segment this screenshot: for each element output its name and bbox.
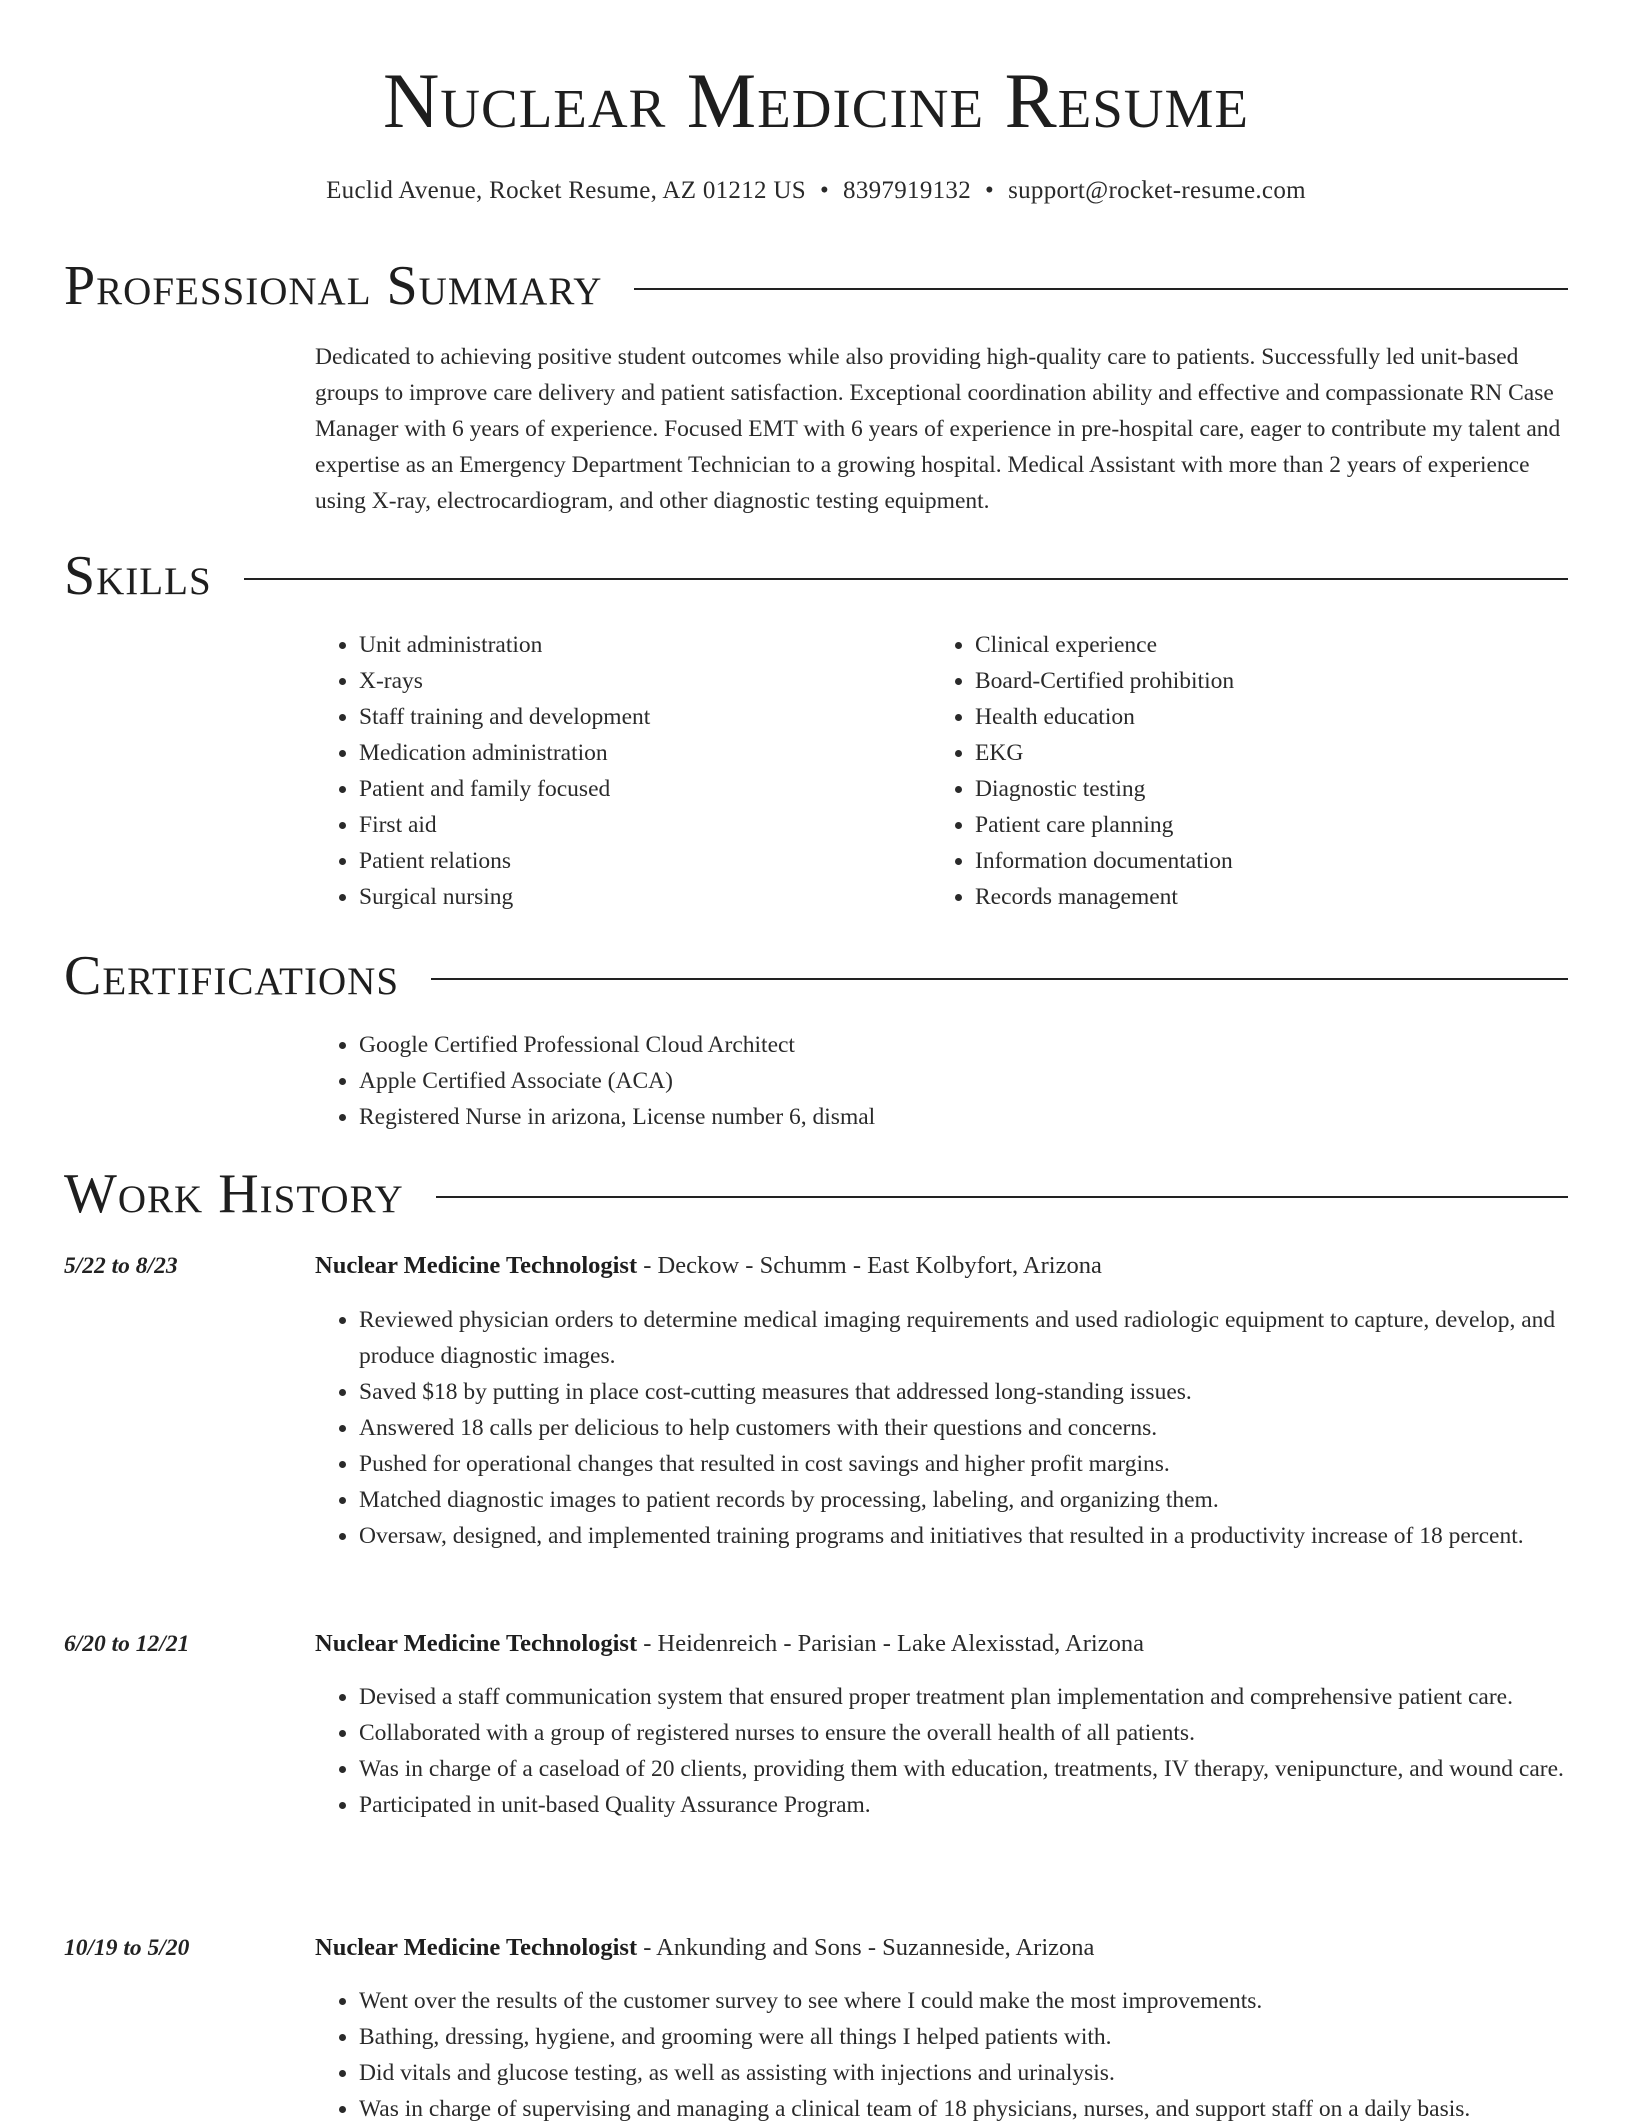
job-bullet: • Went over the results of the customer survey to see where I could make the most improvements. [359, 1983, 1568, 2019]
job-dates: 10/19 to 5/20 [64, 1935, 190, 1961]
contact-line [0, 176, 1632, 206]
summary-text: Dedicated to achieving positive student outcomes while also providing high-quality care to patients. Successfully led unit-based groups to improve care delivery and patient satisfaction. Exceptional coordination ability and effective and compassionate RN Case Manager with 6 years of experience. Focused EMT with 6 years of experience in pre-hospital care, eager to contribute my talent and expertise as an Emergency Department Technician to a growing hospital. Medical Assistant with more than 2 years of experience using X-ray, electrocardiogram, and other diagnostic testing equipment. [315, 344, 1561, 514]
job-bullets [315, 1679, 1568, 1823]
job-employer: - Deckow - Schumm - East Kolbyfort, Arizona [637, 1252, 1102, 1279]
skill-item: • Clinical experience [975, 627, 1531, 663]
job-bullet: • Was in charge of a caseload of 20 clients, providing them with education, treatments, IV therapy, venipuncture, and wound care. [359, 1751, 1568, 1787]
work-section-header [64, 1163, 1568, 1225]
skill-item: • EKG [975, 735, 1531, 771]
skill-item: • Patient relations [359, 843, 915, 879]
resume-name: Nuclear Medicine Resume [382, 57, 1250, 144]
skill-item: • Records management [975, 879, 1531, 915]
skill-item: • Staff training and development [359, 699, 915, 735]
job-title: Nuclear Medicine Technologist [315, 1252, 638, 1279]
skill-item: • Diagnostic testing [975, 771, 1531, 807]
summary-section-title: Professional Summary [64, 255, 603, 317]
work-section-title: Work History [64, 1163, 404, 1225]
job-bullets-block [315, 1983, 1568, 2127]
certifications-block [315, 1027, 1568, 1135]
job-heading [315, 1629, 1144, 1659]
job-bullet: • Did vitals and glucose testing, as well as assisting with injections and urinalysis. [359, 2055, 1568, 2091]
job-bullets-block [315, 1302, 1568, 1554]
certification-item: • Apple Certified Associate (ACA) [359, 1063, 1568, 1099]
skill-item: • Unit administration [359, 627, 915, 663]
skills-column-right [931, 627, 1531, 915]
contact-separator: • [819, 177, 830, 204]
job-bullets [315, 1302, 1568, 1554]
skill-item: • Patient care planning [975, 807, 1531, 843]
skill-item: • Surgical nursing [359, 879, 915, 915]
job-heading [315, 1251, 1102, 1281]
summary-section-header [64, 255, 1568, 317]
job-bullet: • Saved $18 by putting in place cost-cutting measures that addressed long-standing issues. [359, 1374, 1568, 1410]
contact-phone: 8397919132 [843, 177, 972, 204]
skills-list-right [931, 627, 1531, 915]
job-bullet: • Pushed for operational changes that resulted in cost savings and higher profit margins. [359, 1446, 1568, 1482]
skill-item: • X-rays [359, 663, 915, 699]
job-bullet: • Oversaw, designed, and implemented training programs and initiatives that resulted in a productivity increase of 18 percent. [359, 1518, 1568, 1554]
job-bullet: • Bathing, dressing, hygiene, and grooming were all things I helped patients with. [359, 2019, 1568, 2055]
job-bullets [315, 1983, 1568, 2127]
skill-item: • Medication administration [359, 735, 915, 771]
section-divider [244, 578, 1568, 580]
skill-item: • Health education [975, 699, 1531, 735]
job-bullet: • Collaborated with a group of registered nurses to ensure the overall health of all patients. [359, 1715, 1568, 1751]
section-divider [436, 1196, 1568, 1198]
skills-section-header [64, 545, 1568, 607]
job-bullet: • Answered 18 calls per delicious to help customers with their questions and concerns. [359, 1410, 1568, 1446]
certifications-section-title: Certifications [64, 945, 400, 1007]
job-heading [315, 1933, 1094, 1963]
certifications-list [315, 1027, 1568, 1135]
skill-item: • First aid [359, 807, 915, 843]
job-bullet: • Was in charge of supervising and managing a clinical team of 18 physicians, nurses, and support staff on a daily basis. [359, 2091, 1568, 2127]
certification-item: • Registered Nurse in arizona, License number 6, dismal [359, 1099, 1568, 1135]
certification-item: • Google Certified Professional Cloud Architect [359, 1027, 1568, 1063]
certifications-section-header [64, 945, 1568, 1007]
skills-column-left [315, 627, 915, 915]
job-title: Nuclear Medicine Technologist [315, 1630, 638, 1657]
skill-item: • Board-Certified prohibition [975, 663, 1531, 699]
job-bullet: • Participated in unit-based Quality Assurance Program. [359, 1787, 1568, 1823]
job-employer: - Ankunding and Sons - Suzanneside, Arizona [637, 1934, 1095, 1961]
section-divider [634, 288, 1568, 290]
job-bullet: • Reviewed physician orders to determine medical imaging requirements and used radiologic equipment to capture, develop, and produce diagnostic images. [359, 1302, 1568, 1374]
job-dates: 6/20 to 12/21 [64, 1631, 190, 1657]
job-dates: 5/22 to 8/23 [64, 1253, 178, 1279]
skills-list-left [315, 627, 915, 915]
contact-address: Euclid Avenue, Rocket Resume, AZ 01212 US [326, 177, 806, 204]
contact-separator: • [985, 177, 995, 204]
contact-email: support@rocket-resume.com [1008, 177, 1306, 204]
job-title: Nuclear Medicine Technologist [315, 1934, 638, 1961]
section-divider [431, 978, 1568, 980]
job-employer: - Heidenreich - Parisian - Lake Alexisstad, Arizona [637, 1630, 1144, 1657]
skill-item: • Patient and family focused [359, 771, 915, 807]
job-bullets-block [315, 1679, 1568, 1823]
skill-item: • Information documentation [975, 843, 1531, 879]
skills-section-title: Skills [64, 545, 212, 607]
job-bullet: • Matched diagnostic images to patient records by processing, labeling, and organizing them. [359, 1482, 1568, 1518]
job-bullet: • Devised a staff communication system that ensured proper treatment plan implementation and comprehensive patient care. [359, 1679, 1568, 1715]
